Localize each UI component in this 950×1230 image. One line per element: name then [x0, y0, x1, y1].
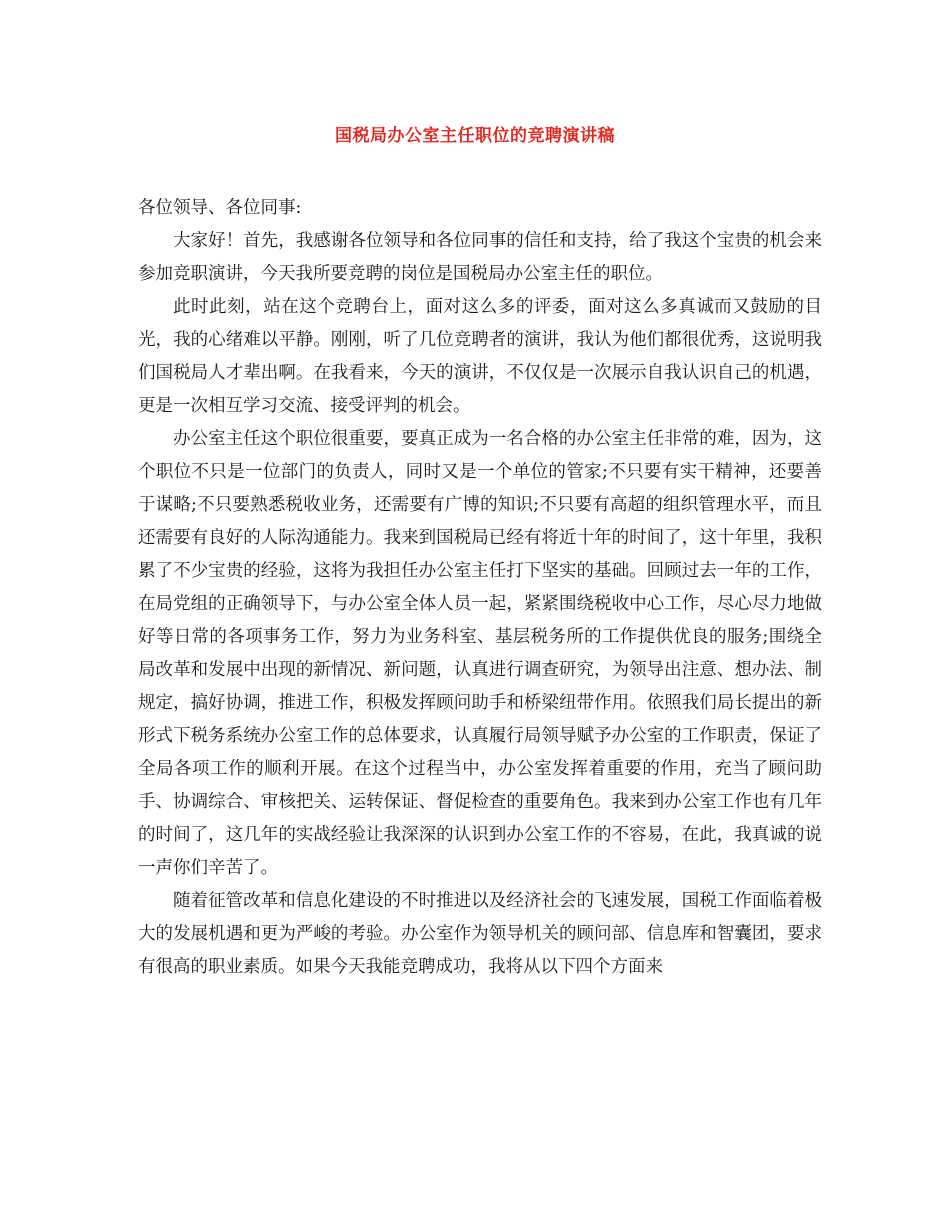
paragraph-1: 大家好！首先，我感谢各位领导和各位同事的信任和支持，给了我这个宝贵的机会来参加竞职演讲，今天我所要竞聘的岗位是国税局办公室主任的职位。 — [138, 231, 822, 284]
paragraph-4: 随着征管改革和信息化建设的不时推进以及经济社会的飞速发展，国税工作面临着极大的发展机遇和更为严峻的考验。办公室作为领导机关的顾问部、信息库和智囊团，要求有很高的职业素质。如果今天我能竞聘成功，我将从以下四个方面来 — [138, 891, 822, 977]
document-body — [138, 192, 822, 984]
document-title: 国税局办公室主任职位的竞聘演讲稿 — [335, 126, 615, 146]
paragraph-3: 办公室主任这个职位很重要，要真正成为一名合格的办公室主任非常的难，因为，这个职位不只是一位部门的负责人，同时又是一个单位的管家;不只要有实干精神，还要善于谋略;不只要熟悉税收业务，还需要有广博的知识;不只要有高超的组织管理水平，而且还需要有良好的人际沟通能力。我来到国税局已经有将近十年的时间了，这十年里，我积累了不少宝贵的经验，这将为我担任办公室主任打下坚实的基础。回顾过去一年的工作，在局党组的正确领导下，与办公室全体人员一起，紧紧围绕税收中心工作，尽心尽力地做好等日常的各项事务工作，努力为业务科室、基层税务所的工作提供优良的服务;围绕全局改革和发展中出现的新情况、新问题，认真进行调查研究，为领导出注意、想办法、制规定，搞好协调，推进工作，积极发挥顾问助手和桥梁纽带作用。依照我们局长提出的新形式下税务系统办公室工作的总体要求，认真履行局领导赋予办公室的工作职责，保证了全局各项工作的顺利开展。在这个过程当中，办公室发挥着重要的作用，充当了顾问助手、协调综合、审核把关、运转保证、督促检查的重要角色。我来到办公室工作也有几年的时间了，这几年的实战经验让我深深的认识到办公室工作的不容易，在此，我真诚的说一声你们辛苦了。 — [138, 429, 822, 878]
salutation: 各位领导、各位同事: — [138, 198, 302, 218]
paragraph-2: 此时此刻，站在这个竞聘台上，面对这么多的评委，面对这么多真诚而又鼓励的目光，我的心绪难以平静。刚刚，听了几位竞聘者的演讲，我认为他们都很优秀，这说明我们国税局人才辈出啊。在我看来，今天的演讲，不仅仅是一次展示自我认识自己的机遇，更是一次相互学习交流、接受评判的机会。 — [138, 297, 822, 416]
